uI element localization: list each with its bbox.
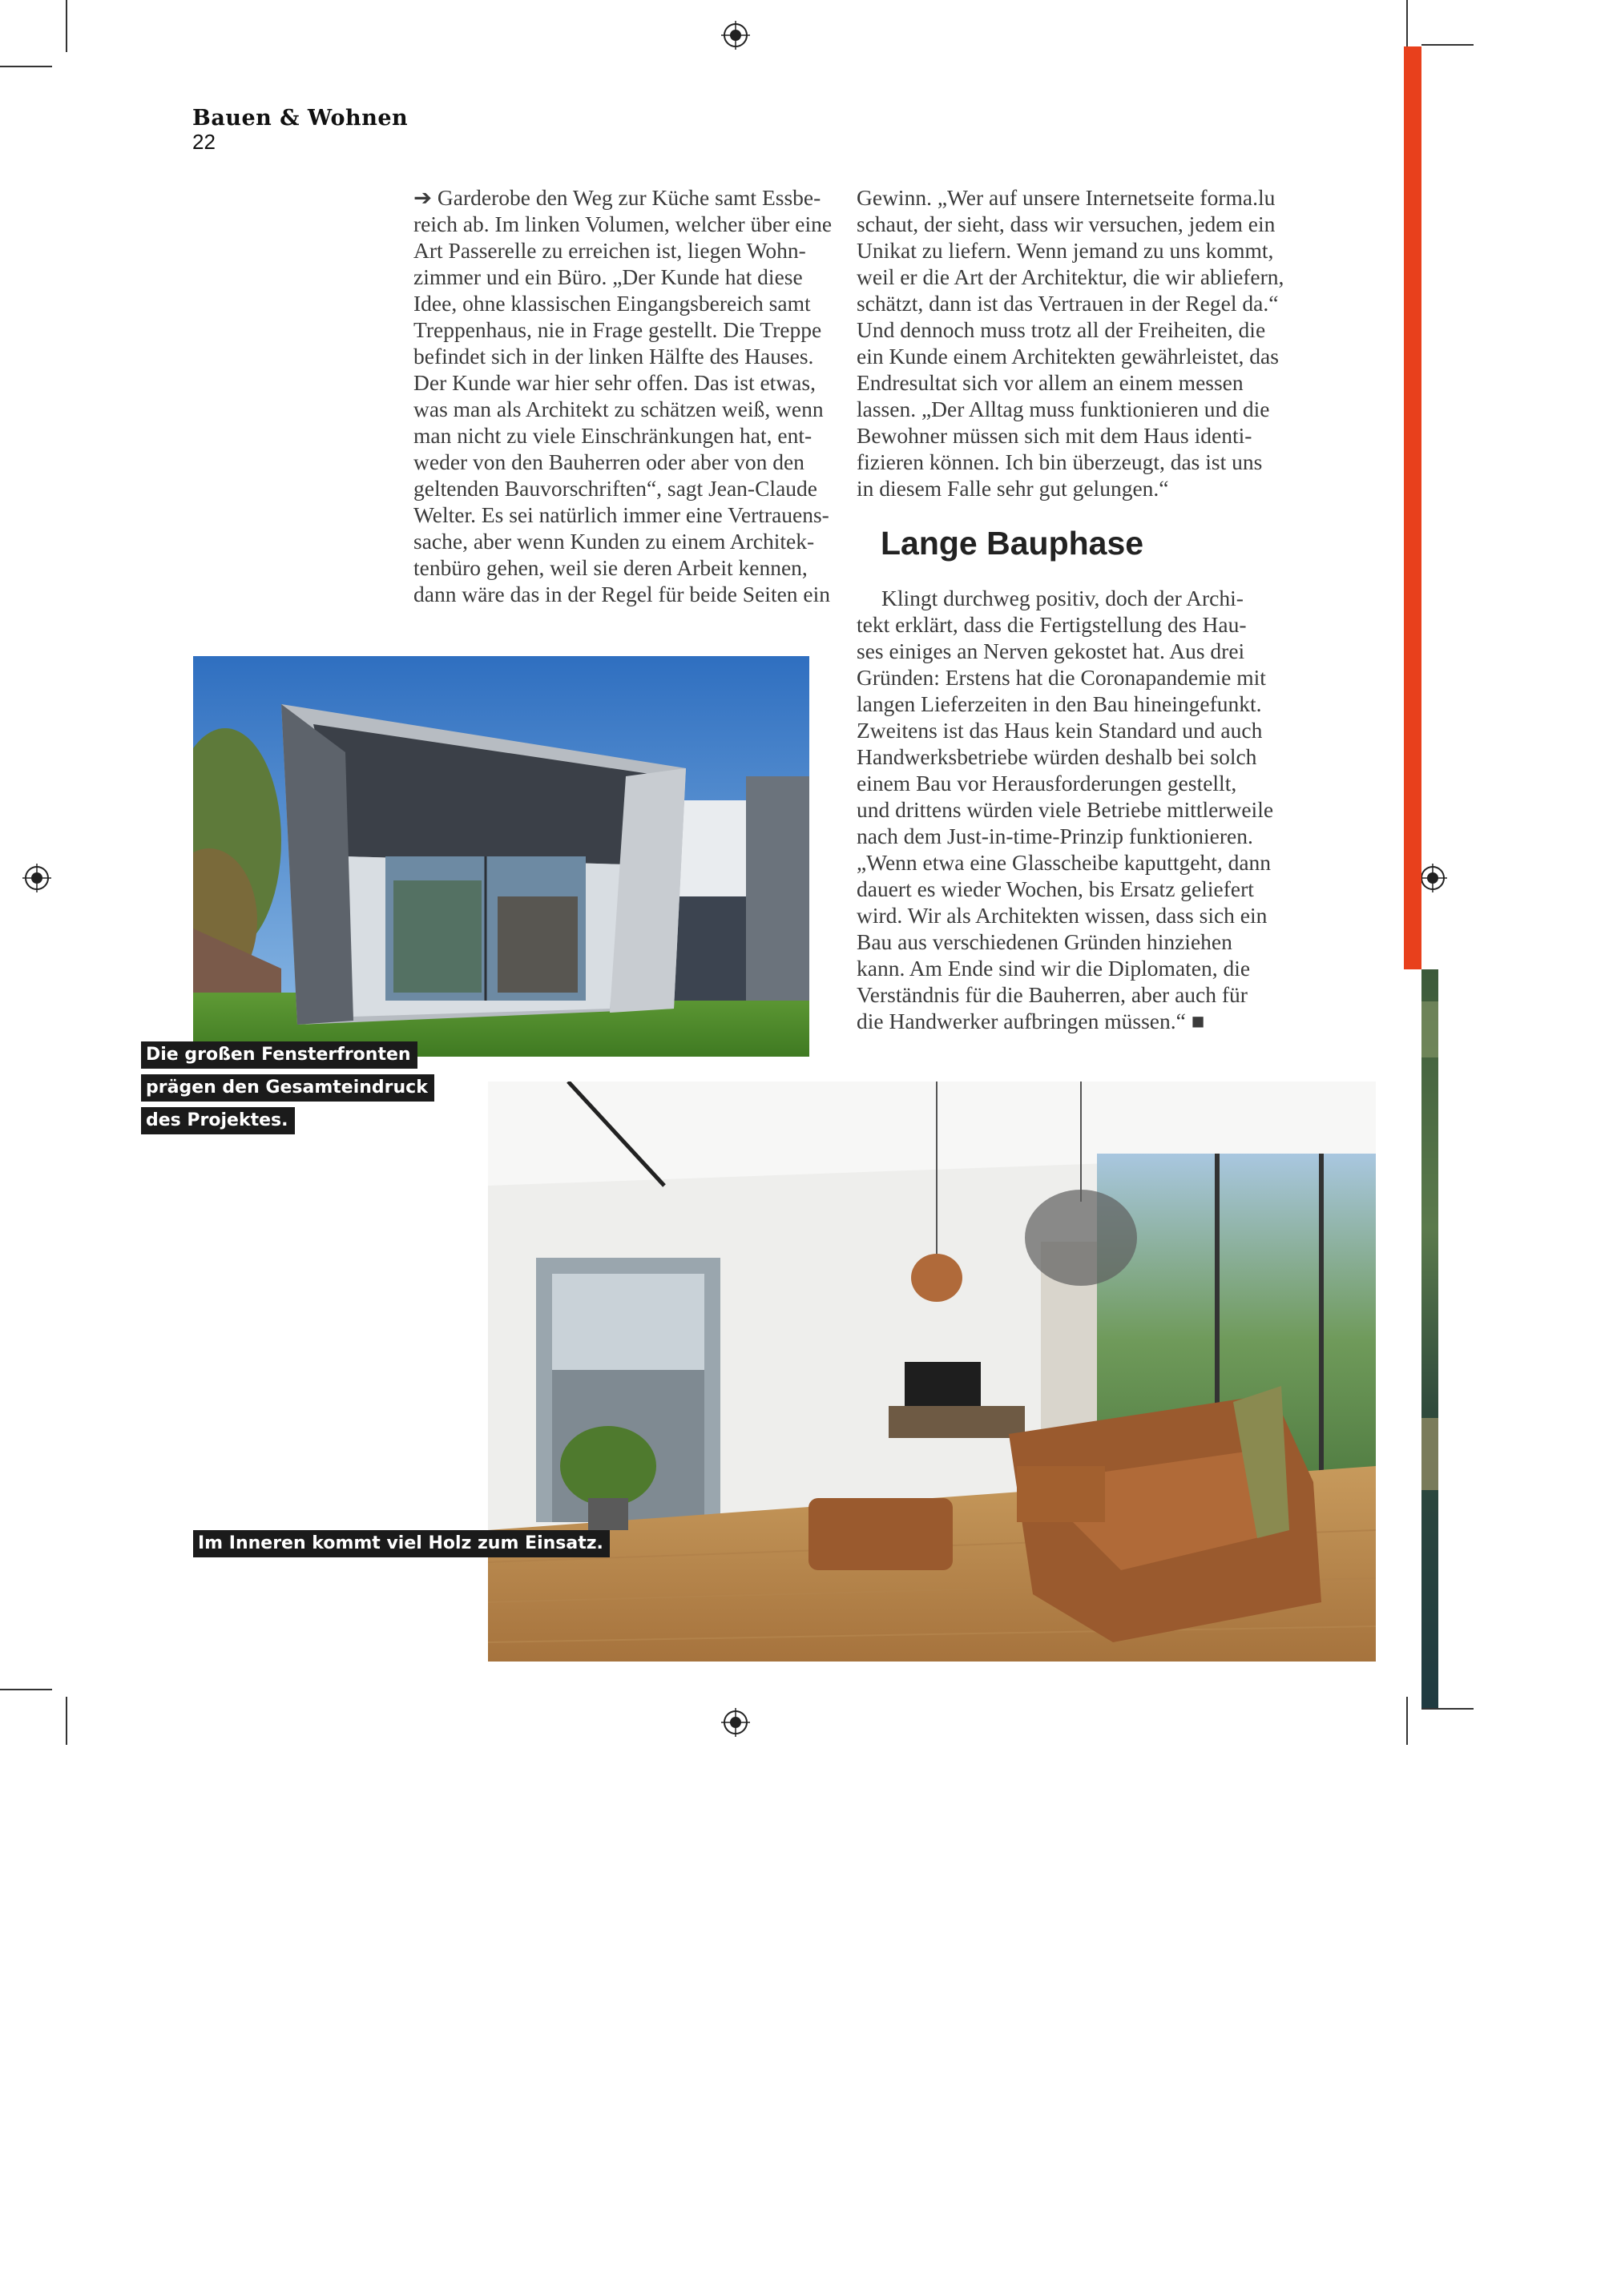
text-line: ➔ Garderobe den Weg zur Küche samt Essbe- bbox=[413, 185, 821, 210]
text-line: „Wenn etwa eine Glasscheibe kaputtgeht, dann bbox=[857, 850, 1272, 875]
caption-line: des Projektes. bbox=[141, 1107, 295, 1134]
registration-mark-icon bbox=[721, 1708, 750, 1737]
text-line: Gründen: Erstens hat die Coronapandemie mit bbox=[857, 665, 1266, 690]
text-line: was man als Architekt zu schätzen weiß, wenn bbox=[413, 397, 824, 421]
text-line: schaut, der sieht, dass wir versuchen, jedem ein bbox=[857, 211, 1276, 236]
exterior-photo-caption bbox=[141, 1041, 434, 1140]
text-line: dauert es wieder Wochen, bis Ersatz geliefert bbox=[857, 876, 1254, 901]
accent-bar bbox=[1404, 46, 1421, 969]
caption-line: Im Inneren kommt viel Holz zum Einsatz. bbox=[193, 1530, 610, 1557]
text-line: in diesem Falle sehr gut gelungen.“ bbox=[857, 476, 1169, 501]
text-line: dann wäre das in der Regel für beide Seiten ein bbox=[413, 582, 831, 606]
text-line: fizieren können. Ich bin überzeugt, das ist uns bbox=[857, 449, 1263, 474]
text-line: und drittens würden viele Betriebe mittlerweile bbox=[857, 797, 1274, 822]
text-line: Endresultat sich vor allem an einem messen bbox=[857, 370, 1244, 395]
crop-mark bbox=[66, 0, 67, 52]
text-line: einem Bau vor Herausforderungen gestellt, bbox=[857, 771, 1237, 796]
text-line: Bau aus verschiedenen Gründen hinziehen bbox=[857, 929, 1232, 954]
registration-mark-icon bbox=[721, 21, 750, 50]
text-line: weil er die Art der Architektur, die wir abliefern, bbox=[857, 264, 1284, 289]
text-line: Gewinn. „Wer auf unsere Internetseite forma.lu bbox=[857, 185, 1276, 210]
interior-living-room-photo bbox=[488, 1082, 1376, 1662]
text-line: wird. Wir als Architekten wissen, dass sich ein bbox=[857, 903, 1268, 928]
text-line: zimmer und ein Büro. „Der Kunde hat diese bbox=[413, 264, 803, 289]
crop-mark bbox=[1421, 1708, 1474, 1710]
crop-mark bbox=[1421, 44, 1474, 46]
caption-line: prägen den Gesamteindruck bbox=[141, 1074, 434, 1102]
text-line: sache, aber wenn Kunden zu einem Architek- bbox=[413, 529, 815, 554]
text-line: reich ab. Im linken Volumen, welcher über eine bbox=[413, 211, 833, 236]
text-line: geltenden Bauvorschriften“, sagt Jean-Claude bbox=[413, 476, 817, 501]
page-number: 22 bbox=[192, 130, 216, 154]
crop-mark bbox=[66, 1697, 67, 1745]
text-line: langen Lieferzeiten in den Bau hineingefunkt. bbox=[857, 691, 1262, 716]
text-line: Klingt durchweg positiv, doch der Archi- bbox=[881, 586, 1244, 610]
text-line: weder von den Bauherren oder aber von den bbox=[413, 449, 804, 474]
exterior-house-photo bbox=[193, 656, 809, 1057]
caption-line: Die großen Fensterfronten bbox=[141, 1041, 417, 1069]
registration-mark-icon bbox=[22, 864, 51, 892]
crop-mark bbox=[1406, 1697, 1408, 1745]
text-line: ses einiges an Nerven gekostet hat. Aus drei bbox=[857, 638, 1245, 663]
text-line: tenbüro gehen, weil sie deren Arbeit kennen, bbox=[413, 555, 808, 580]
crop-mark bbox=[0, 66, 52, 67]
article-column-left bbox=[413, 184, 833, 607]
crop-mark bbox=[0, 1689, 52, 1690]
text-line: kann. Am Ende sind wir die Diplomaten, die bbox=[857, 956, 1251, 981]
text-line: Bewohner müssen sich mit dem Haus identi- bbox=[857, 423, 1252, 448]
article-column-right-bottom bbox=[857, 585, 1281, 1034]
text-line: lassen. „Der Alltag muss funktionieren und die bbox=[857, 397, 1270, 421]
text-line: schätzt, dann ist das Vertrauen in der Regel da.“ bbox=[857, 291, 1279, 316]
text-line: Und dennoch muss trotz all der Freiheiten, die bbox=[857, 317, 1266, 342]
text-line: Handwerksbetriebe würden deshalb bei solch bbox=[857, 744, 1257, 769]
subheading: Lange Bauphase bbox=[881, 525, 1144, 562]
text-line: nach dem Just-in-time-Prinzip funktionieren. bbox=[857, 824, 1253, 848]
crop-mark bbox=[1406, 0, 1408, 52]
text-line: ein Kunde einem Architekten gewährleistet, das bbox=[857, 344, 1279, 369]
text-line: Art Passerelle zu erreichen ist, liegen Wohn- bbox=[413, 238, 806, 263]
text-line: Zweitens ist das Haus kein Standard und auch bbox=[857, 718, 1263, 743]
text-line: Treppenhaus, nie in Frage gestellt. Die Treppe bbox=[413, 317, 822, 342]
edge-photo-strip bbox=[1421, 969, 1438, 1708]
text-line: Unikat zu liefern. Wenn jemand zu uns kommt, bbox=[857, 238, 1274, 263]
text-line: die Handwerker aufbringen müssen.“ ■ bbox=[857, 1009, 1205, 1033]
section-title: Bauen & Wohnen bbox=[192, 106, 409, 131]
registration-mark-icon bbox=[1418, 864, 1447, 892]
interior-photo-caption bbox=[193, 1530, 610, 1563]
article-column-right-top bbox=[857, 184, 1284, 501]
text-line: Verständnis für die Bauherren, aber auch für bbox=[857, 982, 1248, 1007]
text-line: Welter. Es sei natürlich immer eine Vertrauens- bbox=[413, 502, 829, 527]
text-line: man nicht zu viele Einschränkungen hat, ent- bbox=[413, 423, 813, 448]
text-line: tekt erklärt, dass die Fertigstellung des Hau- bbox=[857, 612, 1247, 637]
text-line: Der Kunde war hier sehr offen. Das ist etwas, bbox=[413, 370, 816, 395]
text-line: Idee, ohne klassischen Eingangsbereich samt bbox=[413, 291, 811, 316]
text-line: befindet sich in der linken Hälfte des Hauses. bbox=[413, 344, 814, 369]
